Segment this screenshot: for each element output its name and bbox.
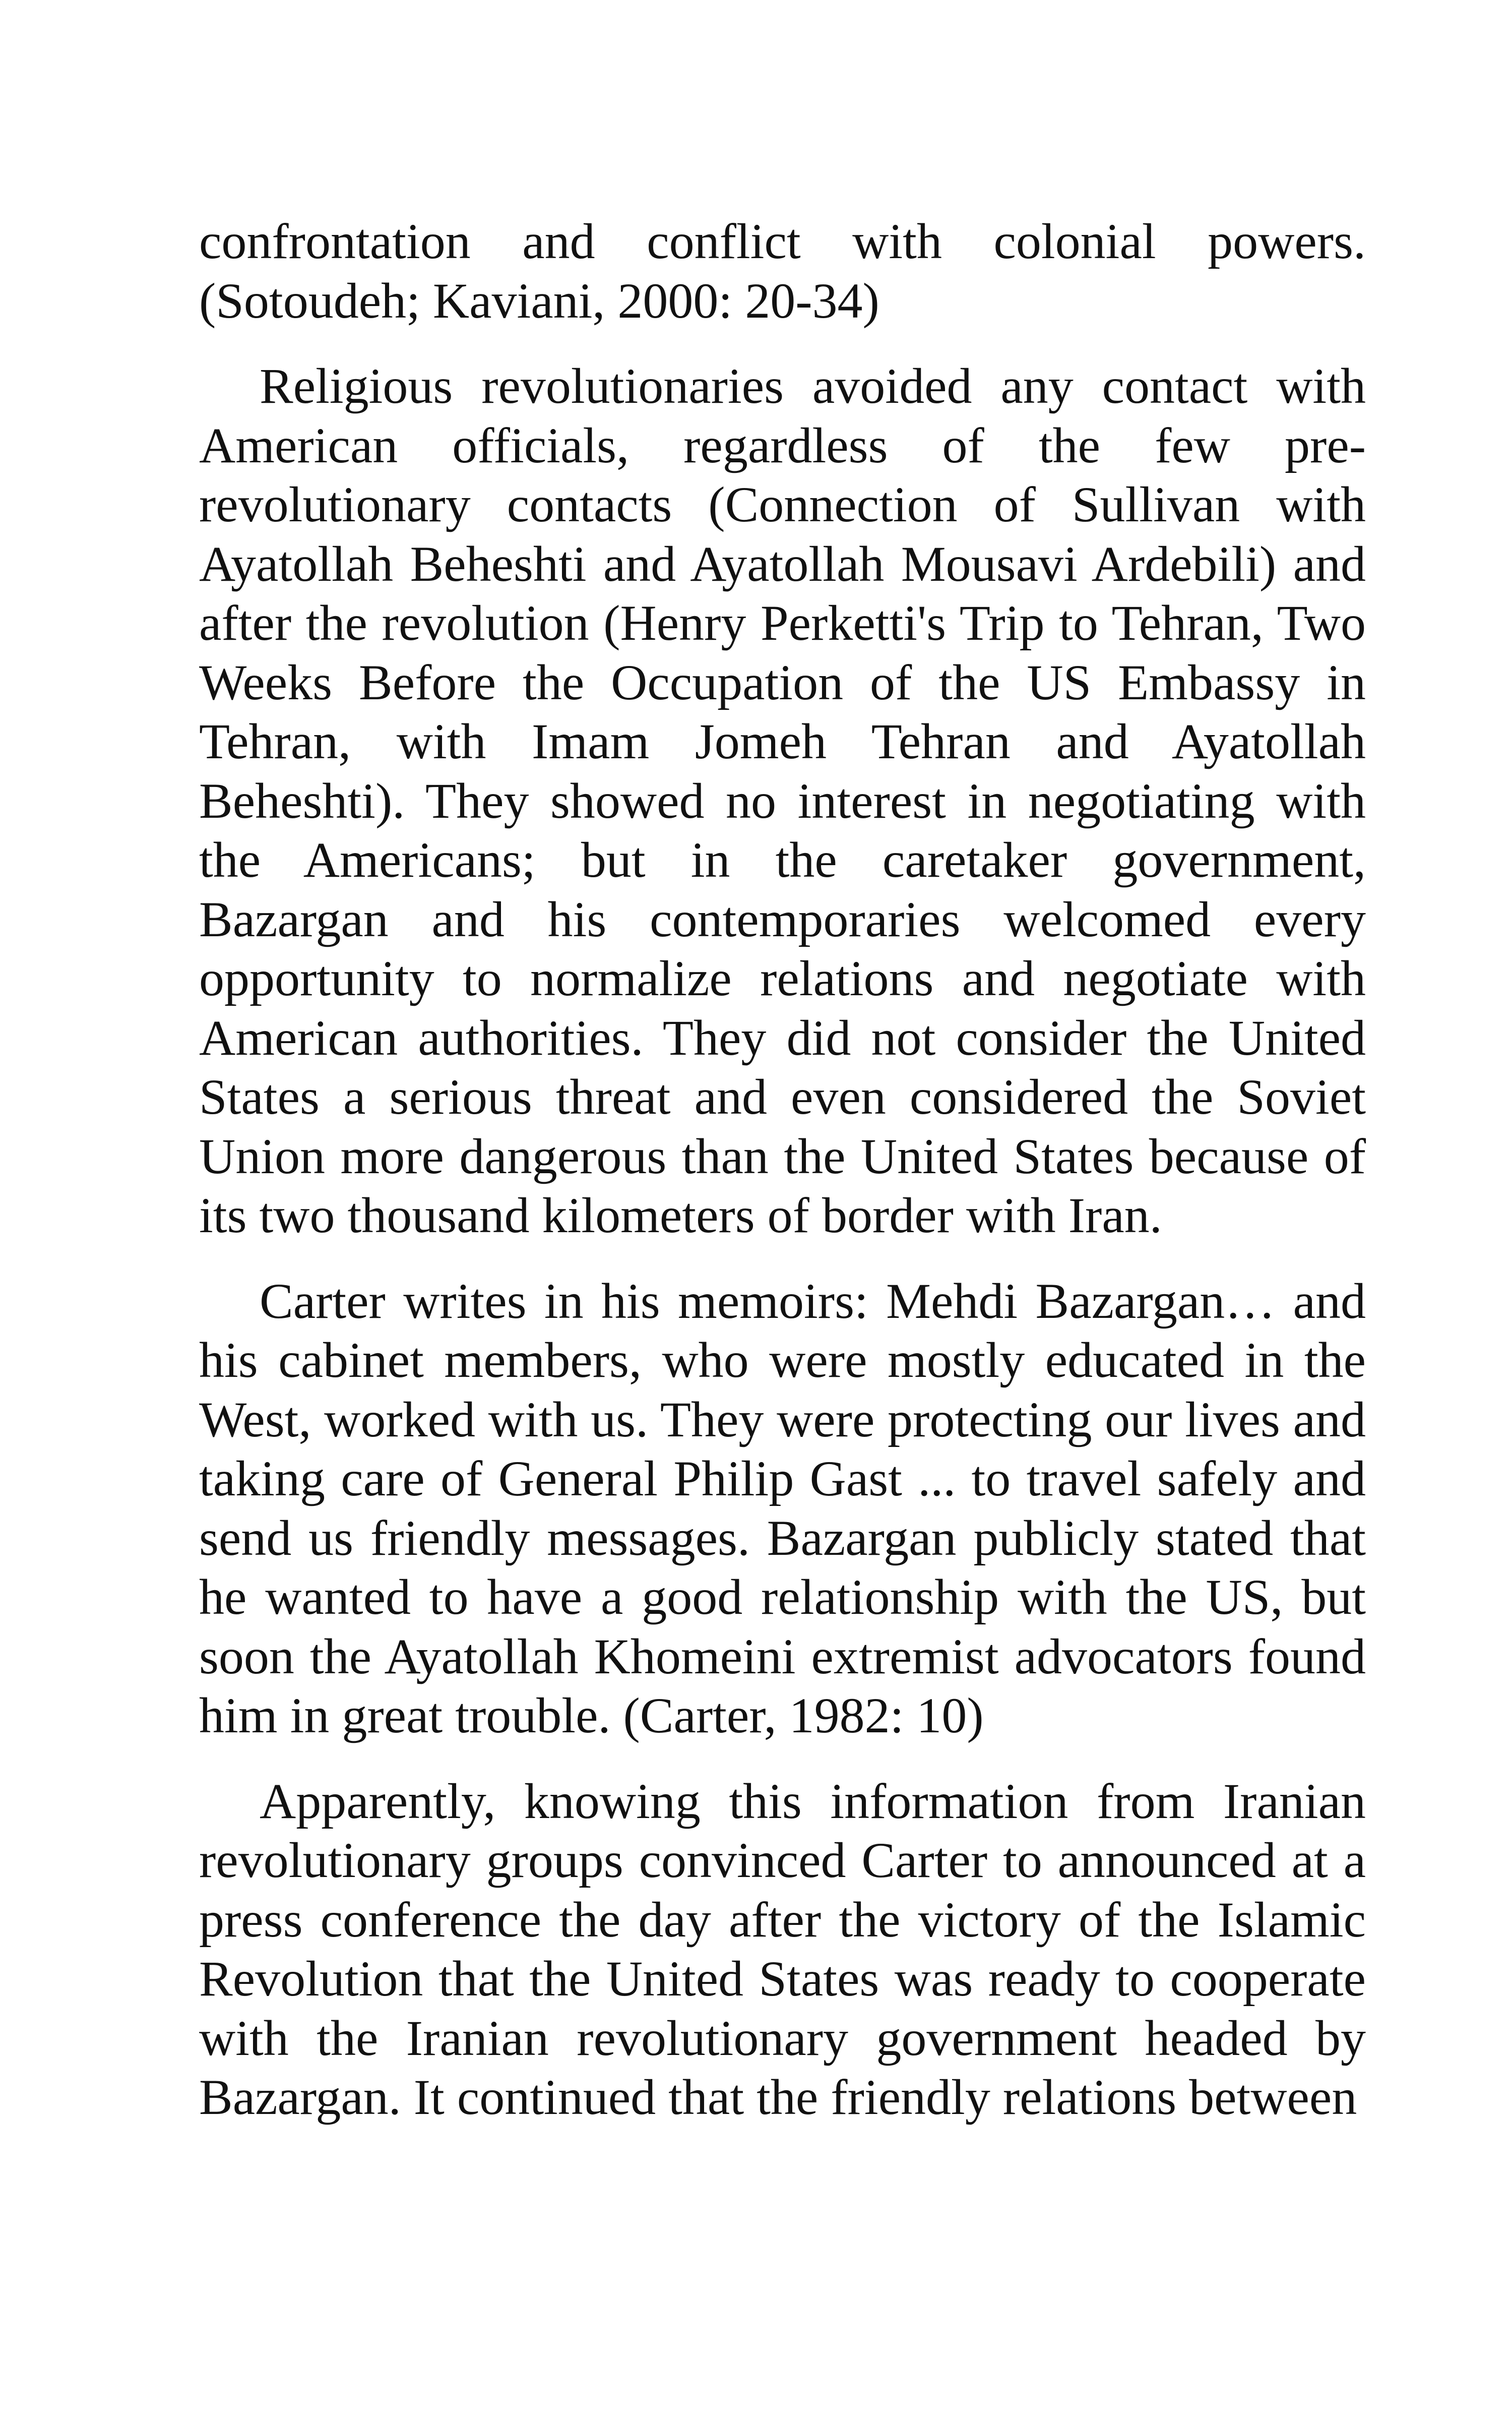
paragraph-religious-revolutionaries: Religious revolutionaries avoided any contact with American officials, regardless of the few pre-revolutionary contacts (Connection of Sullivan with Ayatollah Beheshti and Ayatollah Mousavi Ardebili) and after the revolution (Henry Perketti's Trip to Tehran, Two Weeks Before the Occupation of the US Embassy in Tehran, with Imam Jomeh Tehran and Ayatollah Beheshti). They showed no interest in negotiating with the Americans; but in the caretaker government, Bazargan and his contemporaries welcomed every opportunity to normalize relations and negotiate with American authorities. They did not consider the United States a serious threat and even considered the Soviet Union more dangerous than the United States because of its two thousand kilometers of border with Iran. — [199, 358, 1366, 1243]
paragraph-continuation: confrontation and conflict with colonial powers. (Sotoudeh; Kaviani, 2000: 20-34) — [199, 213, 1366, 329]
paragraph-apparently: Apparently, knowing this information from Iranian revolutionary groups convinced Carter to announced at a press conference the day after the victory of the Islamic Revolution that the United States was ready to cooperate with the Iranian revolutionary government headed by Bazargan. It continued that the friendly relations between — [199, 1773, 1366, 2125]
body-text — [199, 212, 1366, 2127]
paragraph-carter-memoirs: Carter writes in his memoirs: Mehdi Bazargan… and his cabinet members, who were mostly educated in the West, worked with us. They were protecting our lives and taking care of General Philip Gast ... to travel safely and send us friendly messages. Bazargan publicly stated that he wanted to have a good relationship with the US, but soon the Ayatollah Khomeini extremist advocators found him in great trouble. (Carter, 1982: 10) — [199, 1273, 1366, 1743]
